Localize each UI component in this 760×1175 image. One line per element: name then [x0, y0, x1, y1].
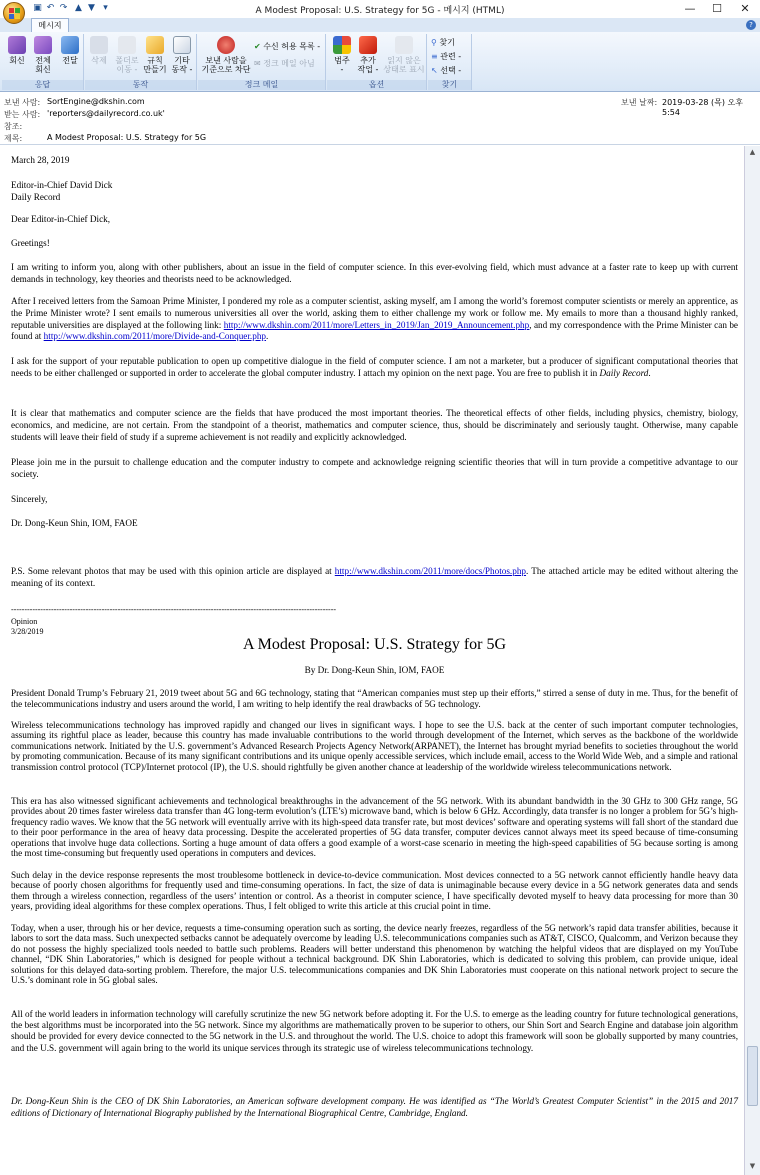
close-button[interactable]: ✕: [740, 2, 750, 15]
window-title: A Modest Proposal: U.S. Strategy for 5G - 메시지 (HTML): [255, 6, 505, 16]
article-date: 3/28/2019: [11, 627, 44, 636]
message-header: [0, 93, 760, 145]
group-junk: [198, 34, 326, 90]
scroll-up-icon[interactable]: ▲: [749, 148, 756, 156]
categorize-button[interactable]: 범주 -: [329, 36, 355, 74]
to-value[interactable]: 'reporters@dailyrecord.co.uk': [47, 109, 165, 118]
letter-closing: Sincerely,: [11, 494, 48, 504]
create-rule-button[interactable]: 규칙 만들기: [142, 36, 168, 74]
group-label-actions: 동작: [85, 80, 196, 90]
help-icon[interactable]: ?: [746, 20, 756, 30]
up-arrow-icon[interactable]: ▲: [75, 3, 82, 13]
related-icon: ≡: [431, 52, 438, 61]
block-sender-button[interactable]: 보낸 사람을 기준으로 차단: [200, 36, 252, 74]
ribbon-tab-row: [0, 18, 760, 32]
maximize-button[interactable]: ☐: [712, 2, 722, 15]
group-respond: [2, 34, 84, 90]
related-button[interactable]: ≡ 관련 -: [431, 52, 462, 61]
letter-signature: Dr. Dong-Keun Shin, IOM, FAOE: [11, 518, 138, 528]
minimize-button[interactable]: —: [684, 2, 696, 15]
undo-icon[interactable]: ↶: [46, 3, 55, 13]
select-button[interactable]: ↖ 선택 -: [431, 66, 462, 75]
rules-icon: [146, 36, 164, 54]
separator-line: --------------------------------------------------------------------------------------------------------------------------: [11, 605, 337, 614]
to-label: 받는 사람:: [4, 110, 41, 119]
block-sender-icon: [217, 36, 235, 54]
announcement-link[interactable]: http://www.dkshin.com/2011/more/Letters_in_2019/Jan_2019_Announcement.php: [223, 319, 530, 330]
binoculars-icon: ⚲: [431, 38, 437, 47]
subject-value: A Modest Proposal: U.S. Strategy for 5G: [47, 133, 207, 142]
from-value[interactable]: SortEngine@dkshin.com: [47, 97, 145, 106]
mark-unread-icon: [395, 36, 413, 54]
group-label-junk: 정크 메일: [198, 80, 325, 90]
scroll-down-icon[interactable]: ▼: [749, 1162, 756, 1170]
divide-and-conquer-link[interactable]: http://www.dkshin.com/2011/more/Divide-and-Conquer.php: [43, 331, 267, 342]
letter-date: March 28, 2019: [11, 155, 70, 165]
safe-senders-button[interactable]: ✔ 수신 허용 목록 -: [254, 42, 321, 51]
tab-message[interactable]: 메시지: [31, 18, 69, 32]
reply-all-icon: [34, 36, 52, 54]
move-to-folder-button[interactable]: 폴더로 이동 -: [113, 36, 141, 74]
article-title: A Modest Proposal: U.S. Strategy for 5G: [242, 636, 507, 653]
letter-paragraph: I ask for the support of your reputable publication to open up competitive dialogue in the field of computer science. I am not a marketer, but a producer of significant computational theories that needs to be either challenged or supported in order to accelerate the global computer industry. I attach my opinion on the next page. You are free to publish it in Daily Record.: [11, 356, 738, 378]
letter-addressee-name: Editor-in-Chief David Dick: [11, 180, 113, 190]
author-bio: Dr. Dong-Keun Shin is the CEO of DK Shin Laboratories, an American software development company. He was identified as “The World’s Greatest Computer Scientist” in the 2015 and 2017 editions of Dictionary of International Biography published by the International Biographical Centre, Cambridge, England.: [11, 1096, 738, 1118]
mark-unread-button[interactable]: 읽지 않은 상태로 표시: [383, 36, 425, 74]
letter-paragraph: It is clear that mathematics and computer science are the fields that have produced the most important theories. The theoretical effects of other fields, including physics, chemistry, biology, economics, and medicine, are not certain. From the standpoint of a theorist, mathematics and computer science, thus, should be discriminately and seriously taught. Otherwise, many capable students will leave their field of study if a supreme achievement is not readily and explicitly acknowledged.: [11, 408, 738, 442]
article-byline: By Dr. Dong-Keun Shin, IOM, FAOE: [304, 665, 445, 675]
ribbon: [0, 32, 760, 92]
delete-button[interactable]: 삭제: [87, 36, 111, 65]
categorize-icon: [333, 36, 351, 54]
sent-label: 보낸 날짜:: [621, 98, 658, 107]
letter-greeting: Greetings!: [11, 238, 50, 248]
forward-button[interactable]: 전달: [57, 36, 83, 65]
letter-paragraph: Please join me in the pursuit to challenge education and the computer industry to compete and acknowledge reigning scientific theories that will in turn provide a competitive advantage to our society.: [11, 457, 738, 479]
checkmark-icon: ✔: [254, 42, 261, 51]
letter-postscript: P.S. Some relevant photos that may be used with this opinion article are displayed at http://www.dkshin.com/2011/more/docs/Photos.php. The attached article may be edited without altering the meaning of its context.: [11, 566, 738, 588]
group-actions: [85, 34, 197, 90]
letter-paragraph: I am writing to inform you, along with other publishers, about an issue in the field of computer science. In this ever-evolving field, which must advance at a faster rate to keep up with current demands in technology, key theories and theorists need to be acknowledged.: [11, 262, 738, 284]
article-paragraph: Such delay in the device response represents the most troublesome bottleneck in device-to-device communication. Most devices connected to a 5G network cannot efficiently handle heavy data because of poorly chosen algorithms for frequently used and time-consuming operations. In fact, the size of data is unimaginable because every device in a 5G network generates data and sends them through a wireless connection, regardless of the users’ intention or control. As a theorist in computer science, I have specifically devoted myself to heavy data processing for more than 30 years, providing ideal algorithms for these complex operations. Thus, I felt obliged to write this article at this crucial point in time.: [11, 870, 738, 912]
group-label-find: 찾기: [428, 80, 471, 90]
group-options: [327, 34, 427, 90]
from-label: 보낸 사람:: [4, 98, 41, 107]
vertical-scrollbar[interactable]: [744, 146, 760, 1175]
save-icon[interactable]: ▣: [33, 3, 42, 13]
customize-qat-icon[interactable]: ▾: [103, 3, 108, 13]
message-body[interactable]: [0, 146, 744, 1175]
other-actions-button[interactable]: 기타 동작 -: [169, 36, 195, 74]
office-button[interactable]: [3, 2, 25, 24]
group-find: [428, 34, 472, 90]
follow-up-button[interactable]: 추가 작업 -: [355, 36, 381, 74]
delete-icon: [90, 36, 108, 54]
article-paragraph: Today, when a user, through his or her device, requests a time-consuming operation such as sorting, the device nearly freezes, regardless of the 5G network’s rapid data transfer abilities, because it labors to sort the data mass. Such unexpected setbacks cannot be adequately overcome by leading U.S. telecommunications companies such as AT&T, CISCO, Qualcomm, and Verizon because they do not possess the highly specialized tools needed to battle such problems. Readers will better understand this phenomenon by watching the helpful videos that are displayed on my YouTube channel, “DK Shin Laboratories,” which is designed for people without a technical background. DK Shin Laboratories, which is dedicated to solving this problem, can provide unique, ideal solutions for this delayed data-sorting problem. Therefore, the major U.S. telecommunications companies and DK Shin Laboratories must cooperate on this national network project to secure the U.S.’s dominant role in 5G global sales.: [11, 923, 738, 986]
reply-all-button[interactable]: 전체 회신: [30, 36, 56, 74]
letter-paragraph: After I received letters from the Samoan Prime Minister, I pondered my role as a computer scientist, asking myself, am I among the world’s foremost computer scientists or merely an apprentice, as the Prime Minister wrote? I sent emails to numerous universities all over the world, asking them to either challenge my work or follow me. My emails to more than a thousand highly ranked, reputable universities are displayed at the following link: http://www.dkshin.com/2011/more/Letters_in_2019/Jan_2019_Announcement.php, and my correspondence with the Prime Minister can be found at http://www.dkshin.com/2011/more/Divide-and-Conquer.php.: [11, 296, 738, 342]
reply-button[interactable]: 회신: [4, 36, 30, 65]
scrollbar-thumb[interactable]: [747, 1046, 758, 1106]
reply-icon: [8, 36, 26, 54]
letter-addressee-paper: Daily Record: [11, 192, 61, 202]
article-label: Opinion: [11, 617, 38, 626]
move-folder-icon: [118, 36, 136, 54]
not-junk-button[interactable]: ✉ 정크 메일 아님: [254, 59, 315, 68]
cc-label: 참조:: [4, 122, 23, 131]
forward-icon: [61, 36, 79, 54]
article-paragraph: President Donald Trump’s February 21, 2019 tweet about 5G and 6G technology, stating that “American companies must step up their efforts,” stirred a sense of duty in me. Thus, for the benefit of the telecommunications industry and users around the world, I am writing to help identify the real drawbacks of 5G technology.: [11, 688, 738, 709]
group-label-respond: 응답: [2, 80, 83, 90]
down-arrow-icon[interactable]: ▼: [88, 3, 95, 13]
flag-icon: [359, 36, 377, 54]
photos-link[interactable]: http://www.dkshin.com/2011/more/docs/Photos.php: [334, 566, 527, 576]
sent-value: 2019-03-28 (목) 오후 5:54: [662, 98, 744, 117]
envelope-icon: ✉: [254, 59, 261, 68]
article-paragraph: This era has also witnessed significant achievements and technological breakthroughs in the advancement of the 5G network. With its abundant bandwidth in the 30 GHz to 300 GHz range, 5G provides about 20 times faster wireless data transfer than 4G long-term evolution’s (LTE’s) microwave band, which is below 6 GHz. Accordingly, data transfer is no longer a problem for 5G’s high-frequency radio waves. We know that the 5G network will eventually arrive with its high-speed data transfer rate, but most devices’ software and operating systems will fall short of the standard due to their poor performance in the area of heavy data processing. Despite the accelerated properties of 5G data transfer, computer devices cannot always meet its speed because of time-consuming operations that involve huge data collections. Sorting a huge amount of data offers a good example of a worst-case scenario in meeting the high-speed capabilities of 5G because sorting is among the most time-consuming but frequently used operations in computers and devices.: [11, 796, 738, 859]
other-actions-icon: [173, 36, 191, 54]
article-paragraph: All of the world leaders in information technology will carefully scrutinize the new 5G network before adopting it. For the U.S. to emerge as the leading country for future technological generations, the best algorithms must be incorporated into the 5G network. Since my algorithms are mathematically proven to be superior to others, our Shin Sort and Search Engine and database join algorithm should be provided for every device connected to the 5G network in the U.S. and throughout the world. The U.S. choice to adopt this framework will soon be globally supported by many countries, and the U.S. government will again bring to the world its unique services through its strategic use of wireless telecommunications technology.: [11, 1009, 738, 1053]
select-icon: ↖: [431, 66, 438, 75]
find-button[interactable]: ⚲ 찾기: [431, 38, 455, 47]
group-label-options: 옵션: [327, 80, 426, 90]
subject-label: 제목:: [4, 134, 23, 143]
article-paragraph: Wireless telecommunications technology has improved rapidly and changed our lives in significant ways. I hope to see the U.S. back at the center of such important computer technologies, assuming its rightful place as leader, because this country has made invaluable contributions to the world through development of the Internet, which serves as the backbone of the worldwide communications network. Initiated by the U.S. government’s Advanced Research Projects Agency Network(ARPANET), the Internet has brought myriad benefits to societies throughout the world by promoting communication. Because of its many significant contributions and its unique openly accessible services, which include email, access to the World Wide Web, and a simple and rational transmission control protocol (TCP)/Internet protocol (IP), the U.S. should rightfully be given another chance at leadership of the worldwide wireless telecommunications network.: [11, 720, 738, 772]
letter-salutation: Dear Editor-in-Chief Dick,: [11, 214, 111, 224]
title-bar: [0, 0, 760, 18]
redo-icon[interactable]: ↷: [59, 3, 68, 13]
